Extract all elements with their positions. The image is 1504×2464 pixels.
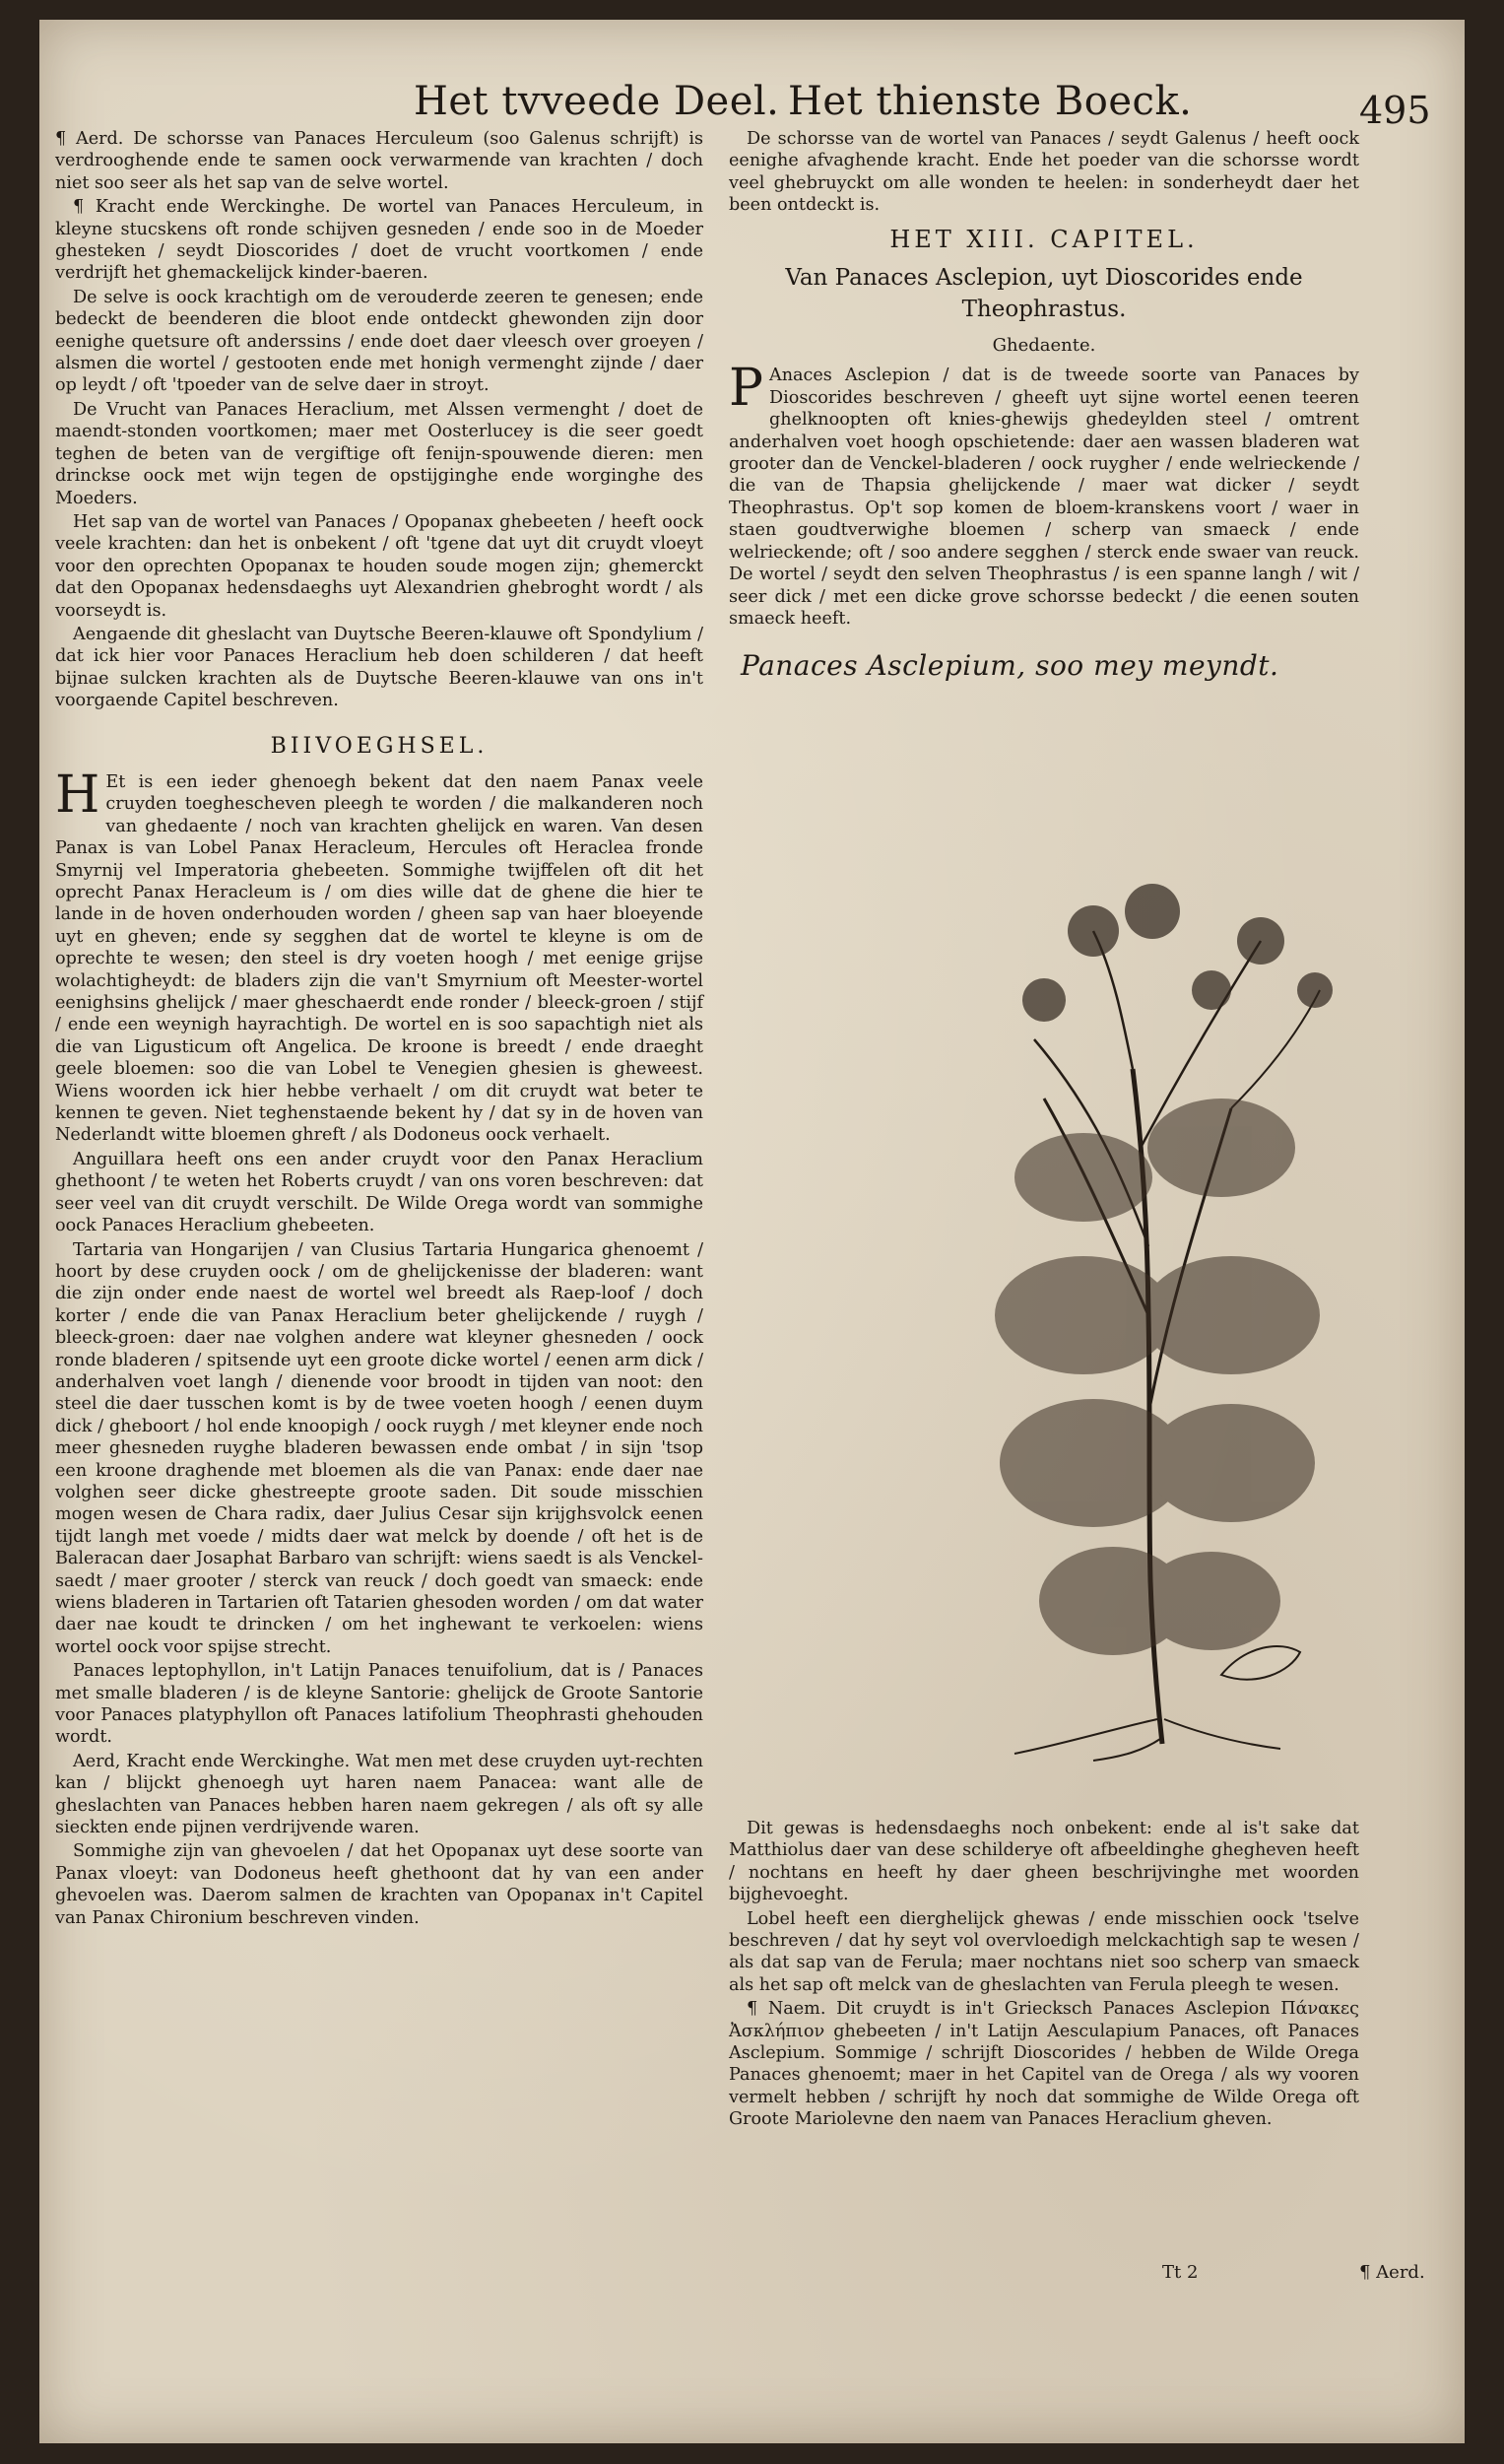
paragraph: Anguillara heeft ons een ander cruydt voor den Panax Heraclium ghethoont / te weten het Roberts cruydt / van ons voren beschreven: dat seer veel van dit cruydt verschilt. De Wilde Orega wordt van sommighe oock Panaces Heraclium ghebeeten. — [55, 1149, 703, 1236]
seed-pod — [1221, 1646, 1300, 1680]
running-head-left: Het tvveede Deel. — [414, 79, 780, 124]
paragraph — [729, 359, 1359, 630]
paragraph: Aengaende dit gheslacht van Duytsche Beeren-klauwe oft Spondylium / dat ick hier voor Panaces Heraclium heb doen schilderen / dat heeft bijnae sulcken krachten als de Duytsche Beeren-klauwe van ons in't voorgaende Capitel beschreven. — [55, 624, 703, 711]
paragraph-text: Anaces Asclepion / dat is de tweede soorte van Panaces by Dioscorides beschreven / gheeft uyt sijne wortel eenen teeren ghelknoopten oft knies-ghewijs ghedeylden steel / omtrent anderhalven voet hoogh opschietende: daer aen wassen bladeren wat grooter dan de Venckel-bladeren / oock ruygher / ende welrieckende / die van de Thapsia ghelijckende / maer wat dicker / seydt Theophrastus. Op't sop komen de bloem-kranskens voort / waer in staen goudtverwighe bloemen / scherp van smaeck / ende welrieckende; oft / soo andere segghen / sterck ende swaer van reuck. De wortel / seydt den selven Theophrastus / is een spanne langh / wit / seer dick / met een dicke grove schorsse bedeckt / die eenen souten smaeck heeft. — [729, 366, 1359, 629]
left-column — [55, 128, 703, 1931]
paragraph: De selve is oock krachtigh om de verouderde zeeren te genesen; ende bedeckt de beenderen die bloot ende ontdeckt ghewonden zijn door eenighe quetsure oft anderssins / ende doet daer vleesch over groeyen / alsmen die wortel / gestooten ende met honigh vermenght zijnde / daer op leydt / oft 'tpoeder van de selve daer in stroyt. — [55, 287, 703, 396]
ghedaente-heading: Ghedaente. — [992, 335, 1096, 357]
right-column-lower — [729, 1818, 1359, 2133]
paragraph: ¶ Naem. Dit cruydt is in't Griecksch Panaces Asclepion Πάνακες Ἀσκλήπιον ghebeeten / in't Latijn Aesculapium Panaces, oft Panaces Asclepium. Sommige / schrijft Dioscorides / hebben de Wilde Orega Panaces ghenoemt; maer in het Capitel van de Orega / als wy vooren vermelt hebben / schrijft hy noch dat sommighe de Wilde Orega oft Groote Mariolevne den naem van Panaces Heraclium gheven. — [729, 1999, 1359, 2130]
drop-cap: P — [729, 359, 763, 419]
paragraph: Lobel heeft een dierghelijck ghewas / ende misschien oock 'tselve beschreven / dat hy seyt vol overvloedigh melckachtigh sap te wesen / als dat sap van de Ferula; maer nochtans niet soo scherp van smaeck als het sap oft melck van de gheslachten van Ferula pleegh te wesen. — [729, 1908, 1359, 1995]
running-head-right: Het thienste Boeck. — [788, 79, 1193, 124]
chapter-heading: HET XIII. CAPITEL. — [889, 225, 1199, 253]
page-number: 495 — [1359, 89, 1431, 132]
paragraph: Panaces leptophyllon, in't Latijn Panaces tenuifolium, dat is / Panaces met smalle bladeren / is de kleyne Santorie: ghelijck de Groote Santorie voor Panaces platyphyllon oft Panaces latifolium Theophrasti ghehouden wordt. — [55, 1661, 703, 1748]
section-heading: BIIVOEGHSEL. — [270, 733, 489, 759]
signature-mark: Tt 2 — [1162, 2262, 1199, 2283]
paragraph-text: Et is een ieder ghenoegh bekent dat den naem Panax veele cruyden toeghescheven pleegh te worden / die malkanderen noch van ghedaente / noch van krachten ghelijck en waren. Van desen Panax is van Lobel Panax Heracleum, Hercules oft Heraclea fronde Smyrnij vel Imperatoria ghebeeten. Sommighe twijffelen oft dit het oprecht Panax Heracleum is / om dies wille dat de ghene die hier te lande in de hoven onderhouden worden / gheen sap van haer bloeyende uyt en gheven; ende sy segghen dat de wortel te kleyne is om de oprechte te wesen; den steel is dry voeten hoogh / met eenige grijse wolachtigheydt: de bladers zijn die van't Smyrnium oft Meester-wortel eenighsins ghelijck / maer gheschaerdt ende ronder / bleeck-groen / stijf / ende een weynigh hayrachtigh. De wortel en is soo sapachtigh niet als die van Ligusticum oft Angelica. De kroone is breedt / ende draeght geele bloemen: soo die van Lobel te Venegien ghesien is gheweest. Wiens woorden ick hier hebbe verhaelt / om dit cruydt wat beter te kennen te geven. Niet teghenstaende bekent hy / dat sy in de hoven van Nederlandt witte bloemen ghreft / als Dodoneus oock verhaelt. — [55, 771, 703, 1146]
drop-cap: H — [55, 765, 100, 825]
paragraph: Het sap van de wortel van Panaces / Opopanax ghebeeten / heeft oock veele krachten: dan het is onbekent / oft 'tgene dat uyt dit cruydt vloeyt voor den oprechten Opopanax te houden soude mogen zijn; ghemerckt dat den Opopanax hedensdaeghs uyt Alexandrien ghebroght wordt / als voorseydt is. — [55, 511, 703, 621]
paragraph: Sommighe zijn van ghevoelen / dat het Opopanax uyt dese soorte van Panax vloeyt: van Dodoneus heeft ghethoont dat hy van een ander ghevoelen was. Daerom salmen de krachten van Opopanax in't Capitel van Panax Chironium beschreven vinden. — [55, 1841, 703, 1928]
paragraph: Tartaria van Hongarijen / van Clusius Tartaria Hungarica ghenoemt / hoort by dese cruyden oock / om de ghelijckenisse der bladeren: want die zijn onder ende naest de wortel wel breedt als Raep-loof / doch korter / ende die van Panax Heraclium beter ghelijckende / ruygh / bleeck-groen: daer nae volghen andere wat kleyner ghesneden / oock ronde bladeren / spitsende uyt een groote dicke wortel / eenen arm dick / anderhalven voet langh / dienende voor broodt in tijden van noot: den steel die daer tusschen komt is by de twee voeten hoogh / eenen duym dick / gheboort / hol ende knoopigh / oock ruygh / met kleyner ende noch meer ghesneden ruyghe bladeren bewassen ende ombat / in sijn 'tsop een kroone draghende met bloemen als die van Panax: ende daer nae volghen seer dicke ghestreepte groote saden. Dit soude misschien mogen wesen de Chara radix, daer Julius Cesar sijn krijghsvolck eenen tijdt langh met voede / midts daer wat melck by doende / oft het is de Baleracan daer Josaphat Barbaro van schrijft: wiens saedt is als Venckel-saedt / maer grooter / sterck van reuck / doch goedt van smaeck: ende wiens bladeren in Tartarien oft Tatarien ghesoden worden / om dat water daer nae koudt te drincken / om het inghewant te verkoelen: wiens wortel oock voor spijse strecht. — [55, 1239, 703, 1657]
catchword: ¶ Aerd. — [1359, 2262, 1425, 2283]
paragraph: Dit gewas is hedensdaeghs noch onbekent: ende al is't sake dat Matthiolus daer van dese schilderye oft afbeeldinghe ghegheven heeft / nochtans en heeft hy daer gheen beschrijvinghe met woorden bijghevoeght. — [729, 1819, 1359, 1905]
paragraph: De schorsse van de wortel van Panaces / seydt Galenus / heeft oock eenighe afvaghende kracht. Ende het poeder van die schorsse wordt veel ghebruyckt om alle wonden te heelen: in sonderheydt daer het been ontdeckt is. — [729, 129, 1359, 216]
chapter-subtitle: Van Panaces Asclepion, uyt Dioscorides ende Theophrastus. — [785, 265, 1303, 323]
paragraph — [55, 765, 703, 1147]
plant-woodcut-illustration — [975, 852, 1340, 1764]
paragraph: ¶ Kracht ende Werckinghe. De wortel van Panaces Herculeum, in kleyne stucskens oft ronde schijven gesneden / ende soo in de Moeder ghesteken / seydt Dioscorides / doet de vrucht voortkomen / ende verdrijft het ghemackelijck kinder-baeren. — [55, 197, 703, 284]
illustration-caption: Panaces Asclepium, soo mey meyndt. — [741, 649, 1279, 683]
paragraph: ¶ Aerd. De schorsse van Panaces Herculeum (soo Galenus schrijft) is verdrooghende ende te samen oock verwarmende van krachten / doch niet soo seer als het sap van de selve wortel. — [55, 129, 703, 193]
right-column — [729, 128, 1359, 683]
paragraph: Aerd, Kracht ende Werckinghe. Wat men met dese cruyden uyt-rechten kan / blijckt ghenoegh uyt haren naem Panacea: want alle de gheslachten van Panaces hebben haren naem gekregen / als oft sy alle sieckten ende pijnen verdrijvende waren. — [55, 1751, 703, 1838]
paragraph: De Vrucht van Panaces Heraclium, met Alssen vermenght / doet de maendt-stonden voortkomen; maer met Oosterlucey is die seer goedt teghen de beten van de vergiftige oft fenijn-spouwende dieren: men drinckse oock met wijn tegen de opstijginghe ende worginghe des Moeders. — [55, 399, 703, 508]
